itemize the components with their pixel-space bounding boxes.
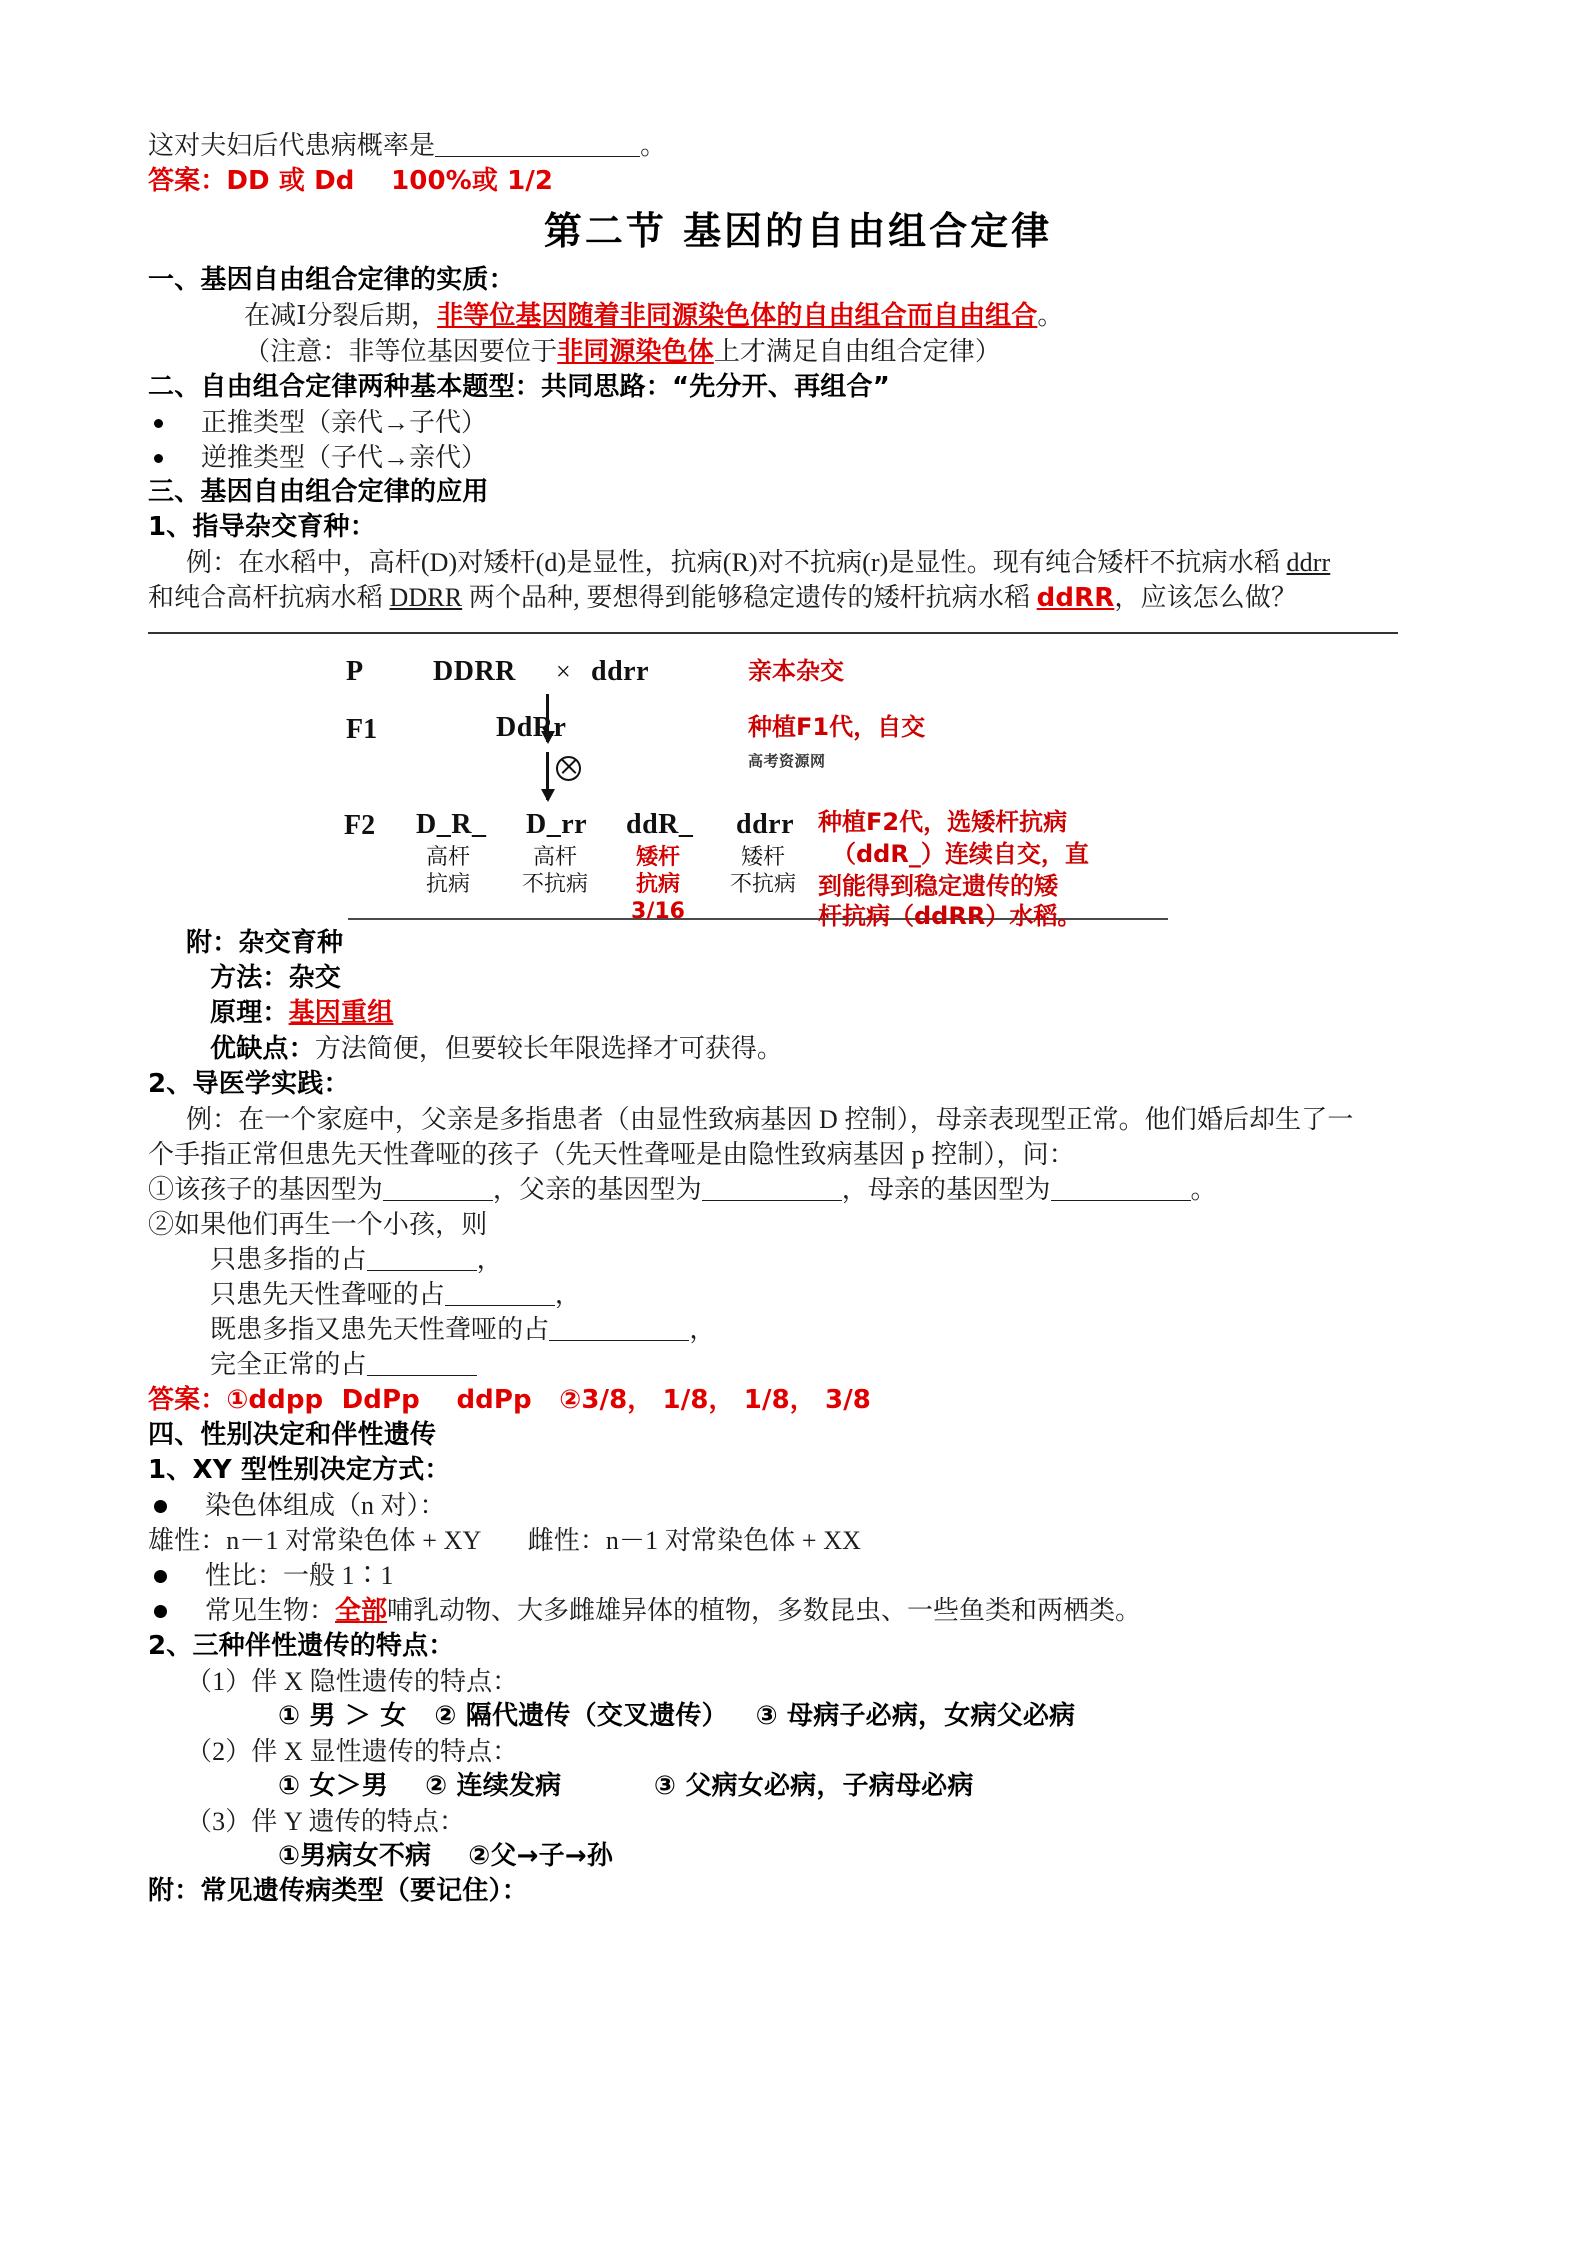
bullet-dot-icon [154,454,163,463]
x-recessive-heading: （1）伴 X 隐性遗传的特点： [186,1667,519,1696]
section-4-appendix-heading: 附：常见遗传病类型（要记住）： [148,1876,529,1906]
section-4-bullet-3 [205,1593,1141,1629]
medical-q1-part-b: ，父亲的基因型为 [492,1175,702,1204]
section-4-heading: 四、性别决定和伴性遗传 [148,1420,437,1450]
diagram-f1-label: F1 [346,714,378,745]
section-1-line-1 [148,298,1448,334]
diagram-f2-pheno-2b: 不抗病 [521,872,588,897]
diagram-p-label: P [346,656,364,687]
section-4-sub-1-heading: 1、XY 型性别决定方式： [148,1455,451,1485]
section-3-example-line-1 [148,545,1448,580]
medical-answer-label: 答案： [148,1385,227,1415]
appendix-proscons-row [148,1031,1448,1067]
female-chromosome-text: 雌性：n－1 对常染色体 + XX [527,1526,862,1555]
medical-q2-item-3-text: 既患多指又患先天性聋哑的占 [210,1315,550,1344]
appendix-principle-value: 基因重组 [288,998,394,1028]
appendix-principle-label: 原理： [210,998,289,1028]
appendix-principle-row [148,996,1448,1031]
section-3-heading: 三、基因自由组合定律的应用 [148,477,489,507]
section-4-bullet-3-post: 哺乳动物、大多雌雄异体的植物，多数昆虫、一些鱼类和两栖类。 [387,1596,1142,1625]
diagram-f2-note-line-2: （ddR_）连续自交，直 [832,840,1089,868]
medical-q2-item-1 [148,1242,1448,1277]
diagram-p-genotype-2: ddrr [591,656,649,687]
section-1-line-2 [148,334,1448,370]
appendix-method-label: 方法： [210,963,289,993]
diagram-f2-genotype-3: ddR_ [626,809,694,840]
section-4-bullet-3-red: 全部 [335,1596,388,1626]
intro-question-text: 这对夫妇后代患病概率是 [148,131,436,160]
diagram-f2-pheno-4b: 不抗病 [729,872,796,897]
appendix-proscons-label: 优缺点： [210,1034,315,1064]
appendix-method-value: 杂交 [288,963,342,993]
diagram-f2-pheno-4a: 矮杆 [740,845,785,870]
x-dominant-heading: （2）伴 X 显性遗传的特点： [186,1737,519,1766]
section-1-line-1-post: 。 [1037,301,1064,330]
appendix-crossbreeding-heading: 附：杂交育种 [186,928,344,958]
appendix-proscons-value: 方法简便，但要较长年限选择才可获得。 [314,1034,783,1063]
section-3-example-line-2 [148,580,1448,616]
intro-question-period: 。 [640,131,667,160]
section-1-heading: 一、基因自由组合定律的实质： [148,265,515,295]
medical-q2-item-4-text: 完全正常的占 [210,1350,367,1379]
medical-question-1 [148,1172,1448,1207]
medical-q2-item-2-text: 只患先天性聋哑的占 [210,1280,445,1309]
example-text-a: 例：在水稻中，高杆(D)对矮杆(d)是显性，抗病(R)对不抗病(r)是显性。现有纯合矮杆不抗病水稻 [186,548,1287,577]
section-1-line-2-pre: （注意：非等位基因要位于 [244,337,558,366]
x-recessive-item-1: ① 男 ＞ 女 [278,1701,407,1731]
diagram-f2-genotype-1: D_R_ [416,809,487,840]
example-genotype-ddRR: ddRR [1036,583,1115,613]
section-2-bullet-1 [148,405,1448,440]
medical-question-2: ②如果他们再生一个小孩，则 [148,1210,488,1239]
intro-answer-label: 答案： [148,166,227,196]
medical-q2-item-2-tail: ， [554,1280,582,1309]
section-2-heading: 二、自由组合定律两种基本题型：共同思路：“先分开、再组合” [148,372,890,402]
section-4-bullet-3-pre: 常见生物： [205,1596,336,1625]
section-1-line-1-red: 非等位基因随着非同源染色体的自由组合而自由组合 [437,301,1038,331]
diagram-f2-note-line-3: 到能得到稳定遗传的矮 [818,872,1058,900]
y-linked-items [148,1839,1448,1874]
medical-q2-blank-3 [549,1340,689,1341]
section-4-bullet-1 [148,1488,1448,1523]
medical-example-line-2: 个手指正常但患先天性聋哑的孩子（先天性聋哑是由隐性致病基因 p 控制），问： [148,1140,1075,1169]
x-dominant-item-1: ① 女＞男 [278,1771,389,1801]
diagram-f2-genotype-2: D_rr [526,809,588,840]
section-1-line-2-red: 非同源染色体 [557,337,714,367]
page-title: 第二节 基因的自由组合定律 [543,209,1053,253]
diagram-f2-genotype-4: ddrr [736,809,794,840]
diagram-f1-note: 种植F1代，自交 [748,713,926,741]
watermark-text: 高考资源网 [748,752,826,770]
diagram-f2-pheno-1b: 抗病 [425,872,470,897]
example-genotype-DDRR: DDRR [389,583,463,612]
arrow-down-selfcross-icon [546,752,549,800]
medical-q1-blank-father [702,1200,842,1201]
section-3-sub-2-heading: 2、导医学实践： [148,1069,350,1099]
medical-q1-blank-mother [1051,1200,1191,1201]
bullet-dot-icon [154,1605,167,1618]
x-dominant-item-3: ③ 父病女必病，子病母必病 [653,1771,974,1801]
medical-q1-part-d: 。 [1190,1175,1217,1204]
section-4-sub-2-heading: 2、三种伴性遗传的特点： [148,1631,455,1661]
diagram-f2-pheno-2a: 高杆 [532,845,577,870]
intro-question-line [148,128,1448,163]
medical-q2-item-1-text: 只患多指的占 [210,1245,367,1274]
y-linked-heading: （3）伴 Y 遗传的特点： [186,1807,466,1836]
medical-q2-item-4 [148,1347,1448,1382]
diagram-p-genotype-1: DDRR [433,656,516,687]
genetic-cross-diagram [148,652,1448,930]
section-2-bullet-2-label: 逆推类型（子代→亲代） [201,443,488,472]
medical-q2-item-3 [148,1312,1448,1347]
example-text-c: 两个品种, 要想得到能够稳定遗传的矮杆抗病水稻 [462,583,1037,612]
medical-answer-line [148,1382,1448,1418]
diagram-f2-note-line-4: 杆抗病（ddRR）水稻。 [818,902,1082,930]
male-chromosome-text: 雄性：n－1 对常染色体 + XY [148,1526,482,1555]
medical-answer-1: ①ddpp DdPp ddPp [226,1385,532,1415]
diagram-f2-ratio: 3/16 [631,899,685,924]
diagram-f1-genotype: DdRr [496,712,567,743]
section-4-bullet-1-label: 染色体组成（n 对）： [205,1491,446,1520]
bullet-dot-icon [154,1500,167,1513]
medical-q1-part-c: ，母亲的基因型为 [841,1175,1051,1204]
medical-q2-blank-2 [445,1305,555,1306]
medical-example-line-1: 例：在一个家庭中，父亲是多指患者（由显性致病基因 D 控制），母亲表现型正常。他们婚后却生了一 [186,1105,1354,1134]
medical-q1-blank-child [383,1200,493,1201]
x-recessive-item-2: ② 隔代遗传（交叉遗传） [434,1701,728,1731]
bullet-dot-icon [154,1570,167,1583]
diagram-f2-pheno-1a: 高杆 [425,845,470,870]
intro-answer-line [148,163,1448,199]
medical-q2-item-3-tail: ， [689,1315,716,1344]
example-genotype-ddrr: ddrr [1286,548,1331,577]
medical-q2-blank-4 [367,1375,477,1376]
bullet-dot-icon [154,419,163,428]
section-3-sub-1-heading: 1、指导杂交育种： [148,512,376,542]
appendix-method-row [148,961,1448,996]
diagram-p-note: 亲本杂交 [748,657,844,685]
document-content [148,128,1448,1909]
diagram-f2-pheno-3b: 抗病 [635,872,680,897]
x-recessive-item-3: ③ 母病子必病，女病父必病 [755,1701,1076,1731]
section-4-bullet-2 [148,1558,1448,1593]
diagram-f2-note-line-1: 种植F2代，选矮杆抗病 [818,808,1068,836]
medical-q1-part-a: ①该孩子的基因型为 [148,1175,383,1204]
example-text-d: ，应该怎么做？ [1114,583,1298,612]
diagram-f2-label: F2 [344,810,376,841]
medical-q2-item-2 [148,1277,1448,1312]
section-2-bullet-1-label: 正推类型（亲代→子代） [201,408,488,437]
example-text-b: 和纯合高杆抗病水稻 [148,583,390,612]
divider-above-diagram [148,632,1398,634]
section-4-sex-chromosome-line [148,1523,1448,1558]
section-1-line-1-pre: 在减Ⅰ分裂后期， [244,301,438,330]
medical-answer-2: ②3/8， 1/8， 1/8， 3/8 [559,1385,871,1415]
x-recessive-items [148,1699,1448,1734]
x-dominant-item-2: ② 连续发病 [425,1771,562,1801]
section-4-bullet-2-label: 性比：一般 1∶1 [205,1561,394,1590]
y-linked-item-1: ①男病女不病 [278,1841,432,1871]
intro-answer-blank [435,156,640,157]
x-dominant-items [148,1769,1448,1804]
medical-q2-blank-1 [367,1270,477,1271]
diagram-f2-pheno-3a: 矮杆 [635,845,680,870]
intro-answer-value-2: 100%或 1/2 [391,166,554,196]
intro-answer-value: DD 或 Dd [226,166,355,196]
section-2-bullet-2 [148,440,1448,475]
section-4-bullet-3 [148,1593,1448,1629]
medical-q2-item-1-tail: ， [476,1245,503,1274]
section-1-line-2-post: 上才满足自由组合定律） [713,337,1001,366]
diagram-cross-symbol: × [556,657,571,686]
self-cross-icon [556,756,581,781]
y-linked-item-2: ②父→子→孙 [468,1841,614,1871]
